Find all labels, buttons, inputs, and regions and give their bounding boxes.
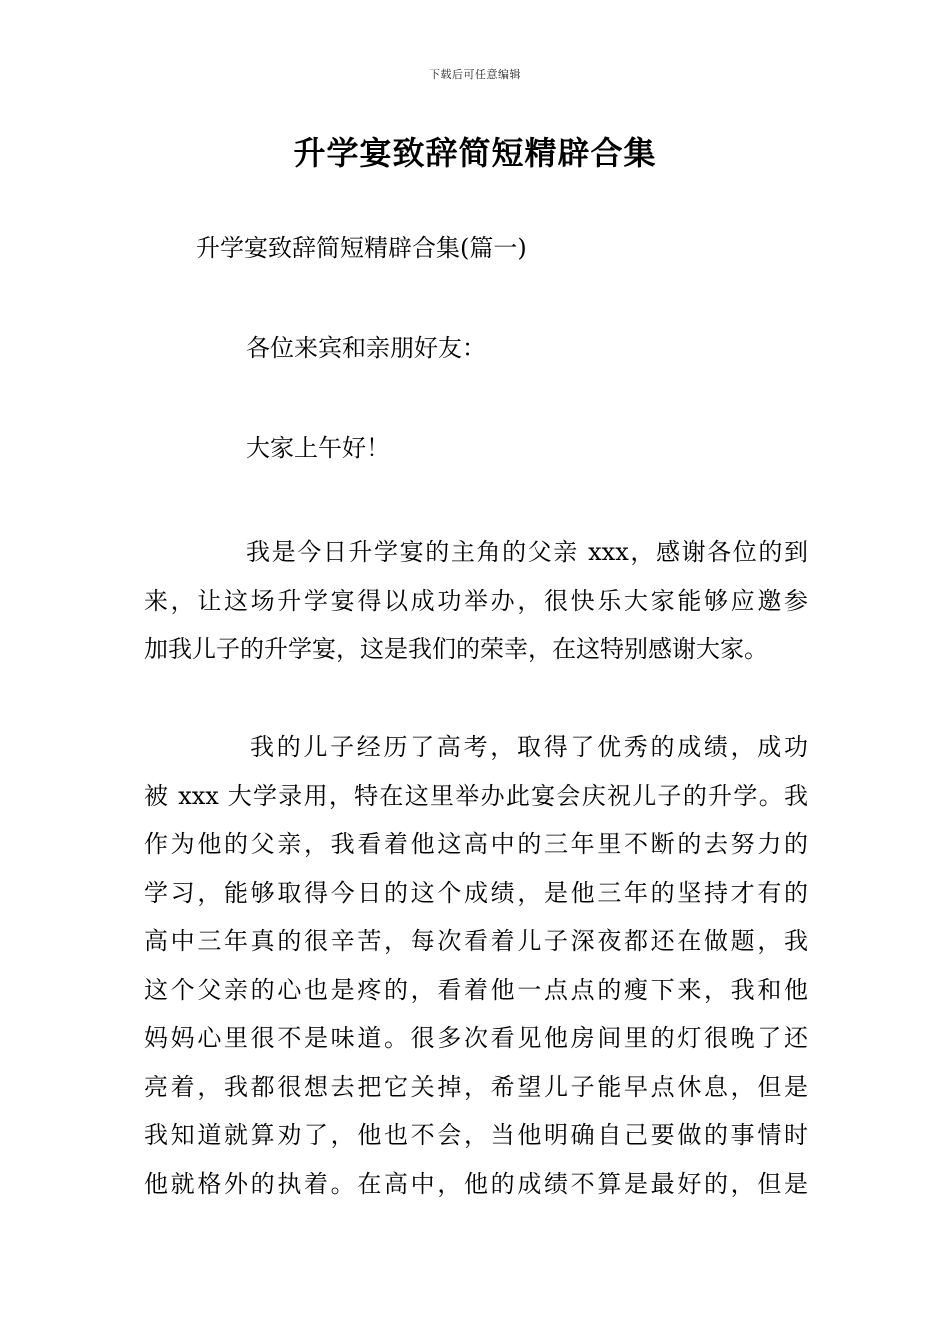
paragraph-line: 我是今日升学宴的主角的父亲 xxx，感谢各位的到 [246,538,808,566]
paragraph-line: 被 xxx 大学录用，特在这里举办此宴会庆祝儿子的升学。我 [144,781,808,810]
salutation: 各位来宾和亲朋好友： [246,334,486,362]
greeting: 大家上午好！ [246,434,390,462]
paragraph-line: 加我儿子的升学宴，这是我们的荣幸，在这特别感谢大家。 [144,635,768,663]
section-heading: 升学宴致辞简短精辟合集(篇一) [196,234,527,262]
paragraph-line: 高中三年真的很辛苦，每次看着儿子深夜都还在做题，我 [144,927,808,955]
paragraph-line: 这个父亲的心也是疼的，看着他一点点的瘦下来，我和他 [144,975,808,1004]
paragraph-line: 亮着，我都很想去把它关掉，希望儿子能早点休息，但是 [144,1072,808,1101]
paragraph-2 [144,723,808,1208]
header-note: 下载后可任意编辑 [429,68,521,81]
paragraph-line: 我的儿子经历了高考，取得了优秀的成绩，成功 [250,733,808,761]
paragraph-line: 作为他的父亲，我看着他这高中的三年里不断的去努力的 [144,830,808,858]
paragraph-line: 来，让这场升学宴得以成功举办，很快乐大家能够应邀参 [144,586,808,615]
paragraph-line: 他就格外的执着。在高中，他的成绩不算是最好的，但是 [144,1169,808,1198]
document-title: 升学宴致辞简短精辟合集 [293,134,657,172]
paragraph-line: 学习，能够取得今日的这个成绩，是他三年的坚持才有的 [144,878,808,907]
paragraph-line: 我知道就算劝了，他也不会，当他明确自己要做的事情时 [144,1121,808,1149]
paragraph-1 [144,528,808,674]
paragraph-line: 妈妈心里很不是味道。很多次看见他房间里的灯很晚了还 [144,1024,808,1052]
